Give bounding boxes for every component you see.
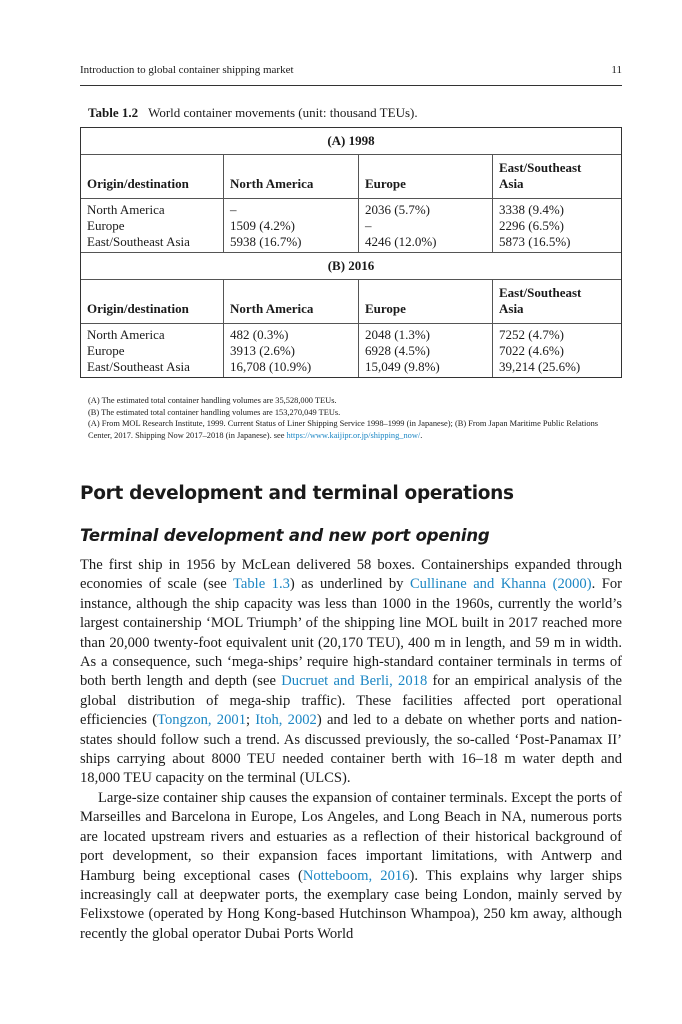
table-section-title: (B) 2016 [81, 253, 621, 280]
table-caption-text: World container movements (unit: thousand TEUs). [148, 105, 418, 120]
table-caption [88, 105, 418, 121]
source-link[interactable]: https://www.kaijipr.or.jp/shipping_now/ [286, 430, 421, 440]
table-cell: East/Southeast Asia [87, 359, 190, 374]
text-run: The first ship in 1956 by McLean delivered 58 boxes. Containerships expanded through economies of scale (see [80, 557, 622, 593]
text-run: . For instance, although the ship capacity was less than 1000 in the 1960s, currently the world’s largest containership ‘MOL Triumph’ of the shipping line MOL built in 2017 reached more than 20,000 twenty-foot equivalent unit (20,170 TEU), 400 m in length, and 59 m in width. As a consequence, such ‘mega-ships’ require high-standard container terminals in terms of both berth length and depth (see [80, 576, 622, 690]
table-label: Table 1.2 [88, 105, 139, 120]
table-column [81, 324, 223, 377]
table-header-row [81, 280, 621, 324]
table-section-title: (A) 1998 [81, 128, 621, 155]
column-header: East/Southeast Asia [492, 280, 595, 323]
citation-link[interactable]: Cullinane and Khanna (2000) [409, 576, 592, 593]
table-header-row [81, 155, 621, 199]
table-cell: 2036 (5.7%) [365, 202, 430, 217]
source-end: . [420, 430, 423, 440]
table-cell: 1509 (4.2%) [230, 218, 295, 233]
citation-link[interactable]: Table 1.3 [232, 576, 290, 593]
text-run: Large-size container ship causes the expansion of container terminals. Except the ports of Marseilles and Barcelona in Europe, Los Angeles, and Long Beach in NA, numerous ports are located upstream rivers and estuaries as a reflection of their historical background of port development, so their expansion faces important limitations, with Antwerp and Hamburg being exceptional cases ( [80, 789, 622, 884]
table-notes [88, 395, 620, 441]
column-header: Europe [358, 155, 492, 198]
table-cell: 2296 (6.5%) [499, 218, 564, 233]
table-column [358, 324, 492, 377]
table-cell: 6928 (4.5%) [365, 343, 430, 358]
column-header: Origin/destination [87, 301, 189, 316]
data-table [80, 127, 622, 378]
table-note: (B) The estimated total container handling volumes are 153,270,049 TEUs. [88, 407, 341, 417]
table-column [223, 199, 358, 252]
citation-link[interactable]: Ducruet and Berli, 2018 [281, 673, 428, 690]
table-cell: 7252 (4.7%) [499, 327, 564, 342]
table-cell: 5873 (16.5%) [499, 234, 571, 249]
table-column [358, 199, 492, 252]
column-header: North America [223, 155, 358, 198]
table-cell: 39,214 (25.6%) [499, 359, 581, 374]
table-cell: North America [87, 202, 165, 217]
citation-link[interactable]: Itoh, 2002 [255, 712, 317, 729]
table-cell: 7022 (4.6%) [499, 343, 564, 358]
table-source [88, 418, 620, 441]
table-body [81, 199, 621, 253]
body-paragraph [80, 789, 622, 944]
text-run: ; [246, 712, 256, 729]
column-header: East/Southeast Asia [492, 155, 595, 198]
table-cell: 3338 (9.4%) [499, 202, 564, 217]
running-title: Introduction to global container shipping market [80, 64, 294, 76]
body-text [80, 556, 622, 944]
section-heading: Port development and terminal operations [80, 483, 514, 504]
table-cell: 482 (0.3%) [230, 327, 289, 342]
text-run: ). This explains why larger ships increasingly call at deepwater ports, the exemplary case being London, mainly served by Felixstowe (operated by Hong Kong-based Hutchinson Whampoa), 250 km away, although recently the global operator Dubai Ports World [80, 867, 623, 942]
table-note: (A) The estimated total container handling volumes are 35,528,000 TEUs. [88, 396, 337, 405]
table-cell: Europe [87, 218, 125, 233]
table-cell: 16,708 (10.9%) [230, 359, 312, 374]
table-body [81, 324, 621, 377]
text-run: for an empirical analysis of the global distribution of mega-ship traffic). These facilities affected port operational efficiencies ( [80, 673, 622, 729]
citation-link[interactable]: Notteboom, 2016 [302, 867, 410, 884]
text-run: ) and led to a debate on whether ports and nation-states should follow such a trend. As discussed previously, the so-called ‘Post-Panamax II’ ships carrying about 8000 TEU needed container berth with 16–18 m water depth and 18,000 TEU capacity on the terminal (ULCS). [80, 712, 622, 787]
subsection-heading: Terminal development and new port opening [80, 526, 490, 545]
column-header: Europe [358, 280, 492, 323]
source-text: (A) From MOL Research Institute, 1999. Current Status of Liner Shipping Service 1998–1999 (in Japanese); (B) From Japan Maritime Public Relations Center, 2017. Shipping Now 2017–2018 (in Japanese). see [88, 419, 599, 440]
body-paragraph [80, 556, 622, 789]
page-number: 11 [611, 64, 622, 76]
table-column [492, 324, 621, 377]
table-cell: 3913 (2.6%) [230, 343, 295, 358]
table-column [223, 324, 358, 377]
table-cell: Europe [87, 343, 125, 358]
table-cell: 5938 (16.7%) [230, 234, 302, 249]
table-column [81, 199, 223, 252]
table-cell: East/Southeast Asia [87, 234, 190, 249]
table-cell: – [230, 202, 237, 217]
table-cell: North America [87, 327, 165, 342]
table-cell: 2048 (1.3%) [365, 327, 430, 342]
text-run: ) as underlined by [289, 576, 410, 593]
column-header: Origin/destination [87, 176, 189, 191]
table-cell: 4246 (12.0%) [365, 234, 437, 249]
header-rule [80, 85, 622, 86]
column-header: North America [223, 280, 358, 323]
running-header [80, 64, 622, 76]
table-cell: – [365, 218, 372, 233]
table-cell: 15,049 (9.8%) [365, 359, 440, 374]
table-column [492, 199, 621, 252]
citation-link[interactable]: Tongzon, 2001 [157, 712, 246, 729]
